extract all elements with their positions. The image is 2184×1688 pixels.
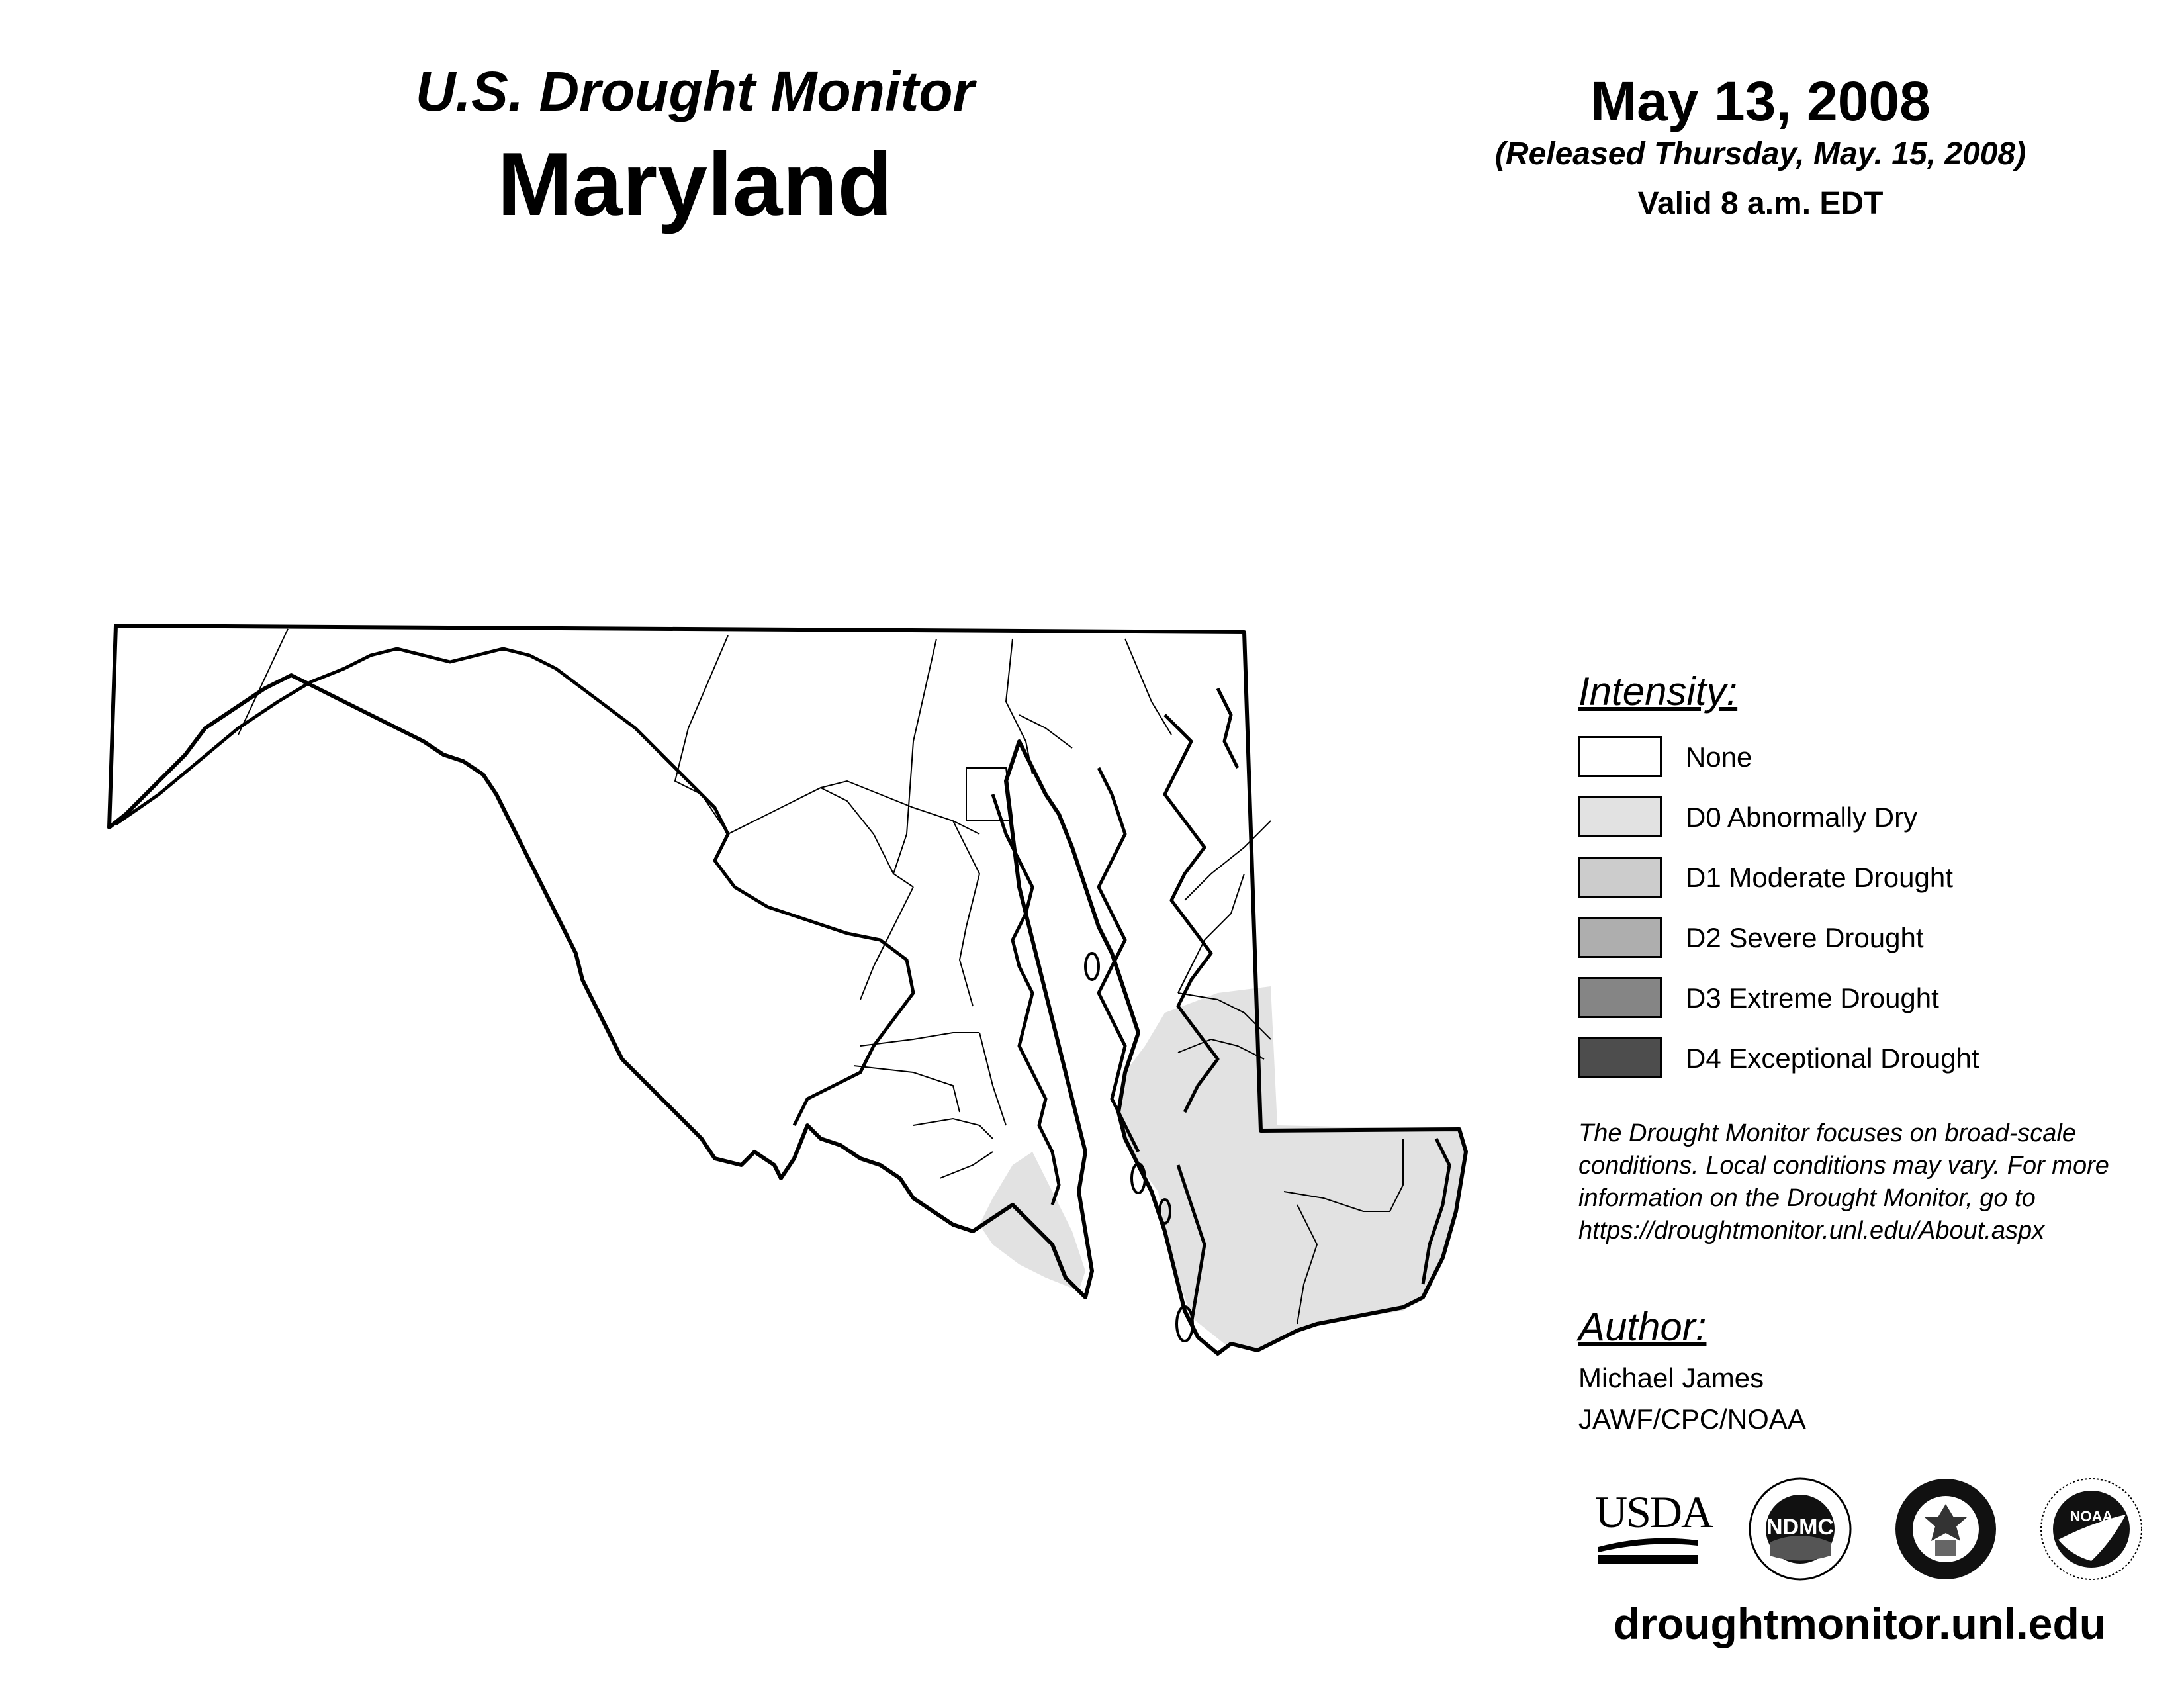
legend-item (1578, 977, 2108, 1021)
legend-label: None (1686, 741, 1752, 773)
legend-label: D2 Severe Drought (1686, 922, 1924, 953)
valid-date: May 13, 2008 (1590, 70, 1931, 132)
legend-label: D0 Abnormally Dry (1686, 802, 1918, 833)
legend-swatch (1578, 977, 1662, 1018)
legend-label: D4 Exceptional Drought (1686, 1043, 1979, 1074)
legend-item (1578, 917, 2108, 961)
noaa-logo-text: NOAA (2070, 1508, 2113, 1524)
release-date: (Released Thursday, May. 15, 2008) (1494, 136, 2026, 171)
map-subtitle: U.S. Drought Monitor (415, 60, 975, 122)
usda-swoosh-icon (1595, 1486, 1713, 1566)
western-panhandle-boundary (116, 649, 913, 1125)
disclaimer-text: The Drought Monitor focuses on broad-scale conditions. Local conditions may vary. For more information on the Drought Monitor, go to https://droughtmonitor.unl.edu/About.aspx (1578, 1119, 2109, 1244)
legend-swatch (1578, 736, 1662, 777)
d0-drought-area (979, 986, 1466, 1350)
map-title: Maryland (497, 134, 893, 234)
legend-item (1578, 796, 2108, 840)
legend-item (1578, 736, 2108, 780)
legend-swatch (1578, 917, 1662, 958)
legend-swatch (1578, 796, 1662, 837)
valid-time: Valid 8 a.m. EDT (1637, 186, 1884, 221)
legend-item (1578, 1037, 2108, 1081)
legend-title: Intensity: (1578, 669, 1738, 714)
legend-swatch (1578, 1037, 1662, 1078)
noaa-bird-icon (2038, 1476, 2144, 1582)
ndmc-logo (1747, 1476, 1853, 1582)
usda-logo (1595, 1486, 1713, 1566)
department-of-commerce-seal-icon (1893, 1476, 1999, 1582)
doc-logo (1893, 1476, 1999, 1582)
website-link[interactable]: droughtmonitor.unl.edu (1613, 1599, 2107, 1648)
author-org: JAWF/CPC/NOAA (1578, 1403, 1806, 1434)
author-heading: Author: (1578, 1305, 1707, 1349)
legend-label: D3 Extreme Drought (1686, 982, 1939, 1013)
legend-item (1578, 857, 2108, 900)
usda-logo-text: USDA (1595, 1487, 1713, 1537)
noaa-logo (2038, 1476, 2144, 1582)
legend-swatch (1578, 857, 1662, 898)
author-name: Michael James (1578, 1362, 1764, 1393)
ndmc-logo-text: NDMC (1766, 1515, 1834, 1540)
legend-label: D1 Moderate Drought (1686, 862, 1953, 893)
